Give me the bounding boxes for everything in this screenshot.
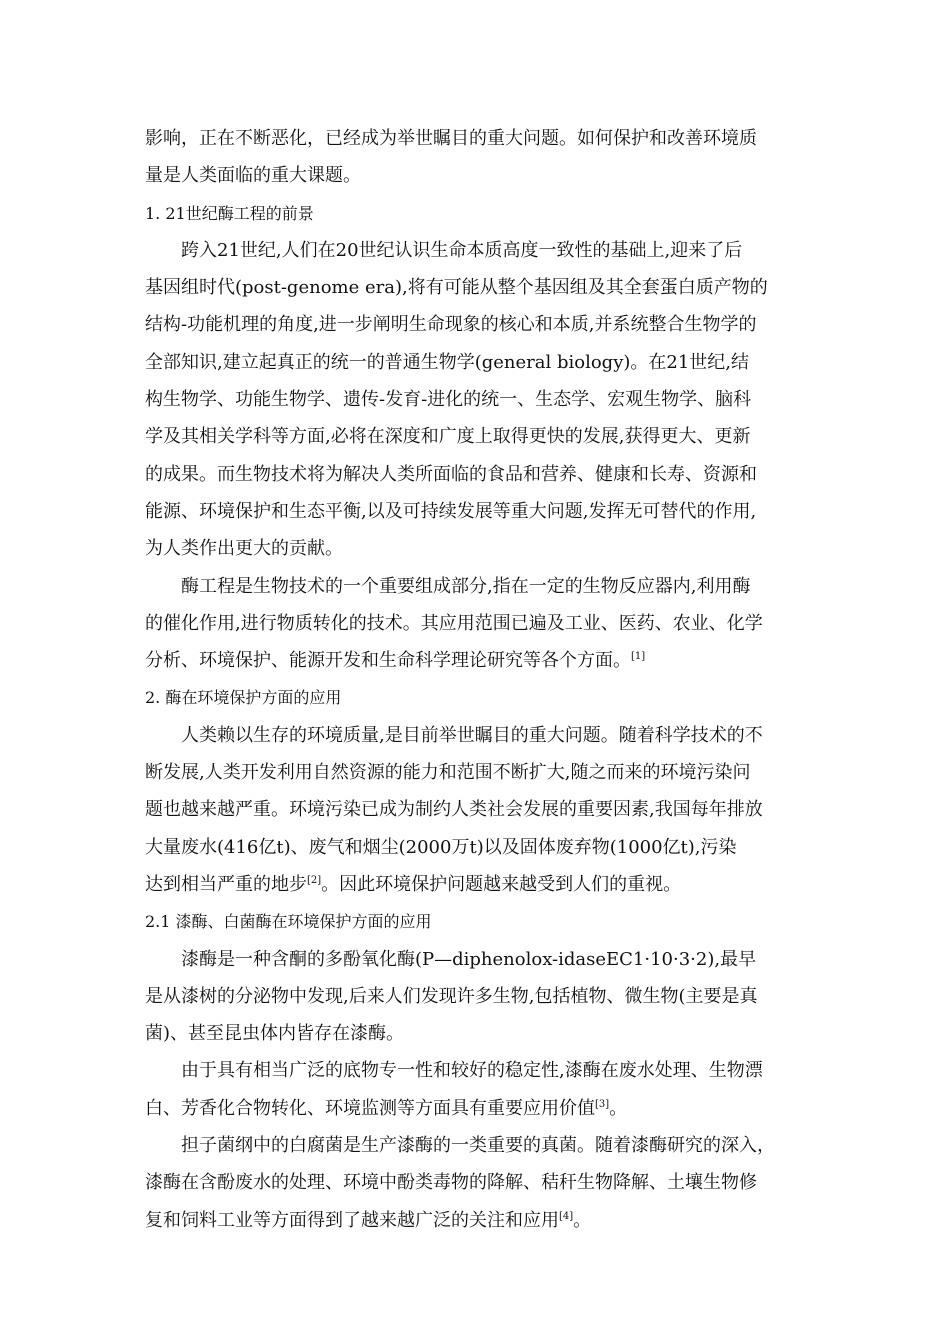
paragraph-line: 漆酶在含酚废水的处理、环境中酚类毒物的降解、秸秆生物降解、土壤生物修 <box>145 1172 757 1194</box>
section-heading: 1. 21世纪酶工程的前景 <box>145 203 314 223</box>
paragraph-line <box>145 1202 811 1239</box>
paragraph-line: 题也越来越严重。环境污染已成为制约人类社会发展的重要因素,我国每年排放 <box>145 799 763 821</box>
citation-ref: [4] <box>559 1210 574 1222</box>
line-text: 分析、环境保护、能源开发和生命科学理论研究等各个方面。 <box>145 650 631 672</box>
paragraph-line <box>145 866 811 903</box>
paragraph-line <box>145 1090 811 1127</box>
paragraph-line: 为人类作出更大的贡献。 <box>145 538 343 560</box>
paragraph-line: 跨入21世纪,人们在20世纪认识生命本质高度一致性的基础上,迎来了后 <box>181 239 743 261</box>
citation-ref: [1] <box>631 651 646 663</box>
paragraph-line: 影响，正在不断恶化，已经成为举世瞩目的重大问题。如何保护和改善环境质 <box>145 128 757 149</box>
paragraph-line: 酶工程是生物技术的一个重要组成部分,指在一定的生物反应器内,利用酶 <box>181 575 751 597</box>
paragraph-line: 菌)、甚至昆虫体内皆存在漆酶。 <box>145 1023 405 1045</box>
paragraph-line: 量是人类面临的重大课题。 <box>145 165 361 187</box>
paragraph-line: 能源、环境保护和生态平衡,以及可持续发展等重大问题,发挥无可替代的作用, <box>145 500 757 522</box>
line-text: 白、芳香化合物转化、环境监测等方面具有重要应用价值 <box>145 1097 595 1119</box>
paragraph-line: 全部知识,建立起真正的统一的普通生物学(general biology)。在21世纪,结 <box>145 351 750 373</box>
subsection-heading: 2.1 漆酶、白菌酶在环境保护方面的应用 <box>145 912 432 932</box>
paragraph-line: 是从漆树的分泌物中发现,后来人们发现许多生物,包括植物、微生物(主要是真 <box>145 985 758 1007</box>
paragraph-line: 担子菌纲中的白腐菌是生产漆酶的一类重要的真菌。随着漆酶研究的深入， <box>181 1135 775 1157</box>
paragraph-line: 基因组时代(post-genome era),将有可能从整个基因组及其全套蛋白质产物的 <box>145 277 768 299</box>
line-text-after: 。因此环境保护问题越来越受到人们的重视。 <box>321 873 682 895</box>
line-text: 达到相当严重的地步 <box>145 873 307 895</box>
paragraph-line: 大量废水(416亿t)、废气和烟尘(2000万t)以及固体废弃物(1000亿t),污染 <box>145 836 737 858</box>
line-text: 复和饲料工业等方面得到了越来越广泛的关注和应用 <box>145 1209 559 1231</box>
paragraph-line: 由于具有相当广泛的底物专一性和较好的稳定性,漆酶在废水处理、生物漂 <box>181 1060 763 1082</box>
paragraph-line: 断发展,人类开发利用自然资源的能力和范围不断扩大,随之而来的环境污染问 <box>145 762 751 784</box>
paragraph-line <box>145 642 811 679</box>
paragraph-line: 人类赖以生存的环境质量,是目前举世瞩目的重大问题。随着科学技术的不 <box>181 724 763 746</box>
paragraph-line: 构生物学、功能生物学、遗传-发育-进化的统一、生态学、宏观生物学、脑科 <box>145 389 752 411</box>
citation-ref: [3] <box>595 1098 610 1110</box>
paragraph-line: 的催化作用,进行物质转化的技术。其应用范围已遍及工业、医药、农业、化学 <box>145 612 763 634</box>
paragraph-line: 结构-功能机理的角度,进一步阐明生命现象的核心和本质,并系统整合生物学的 <box>145 314 757 336</box>
line-text-after: 。 <box>573 1209 592 1231</box>
document-page <box>145 120 811 1239</box>
line-text-after: 。 <box>609 1097 628 1119</box>
section-heading: 2. 酶在环境保护方面的应用 <box>145 688 342 708</box>
paragraph-line: 漆酶是一种含酮的多酚氧化酶(P—diphenolox-idaseEC1·10·3·2),最早 <box>181 948 757 970</box>
paragraph-line: 学及其相关学科等方面,必将在深度和广度上取得更快的发展,获得更大、更新 <box>145 426 751 448</box>
citation-ref: [2] <box>307 874 322 886</box>
paragraph-line: 的成果。而生物技术将为解决人类所面临的食品和营养、健康和长寿、资源和 <box>145 463 757 485</box>
